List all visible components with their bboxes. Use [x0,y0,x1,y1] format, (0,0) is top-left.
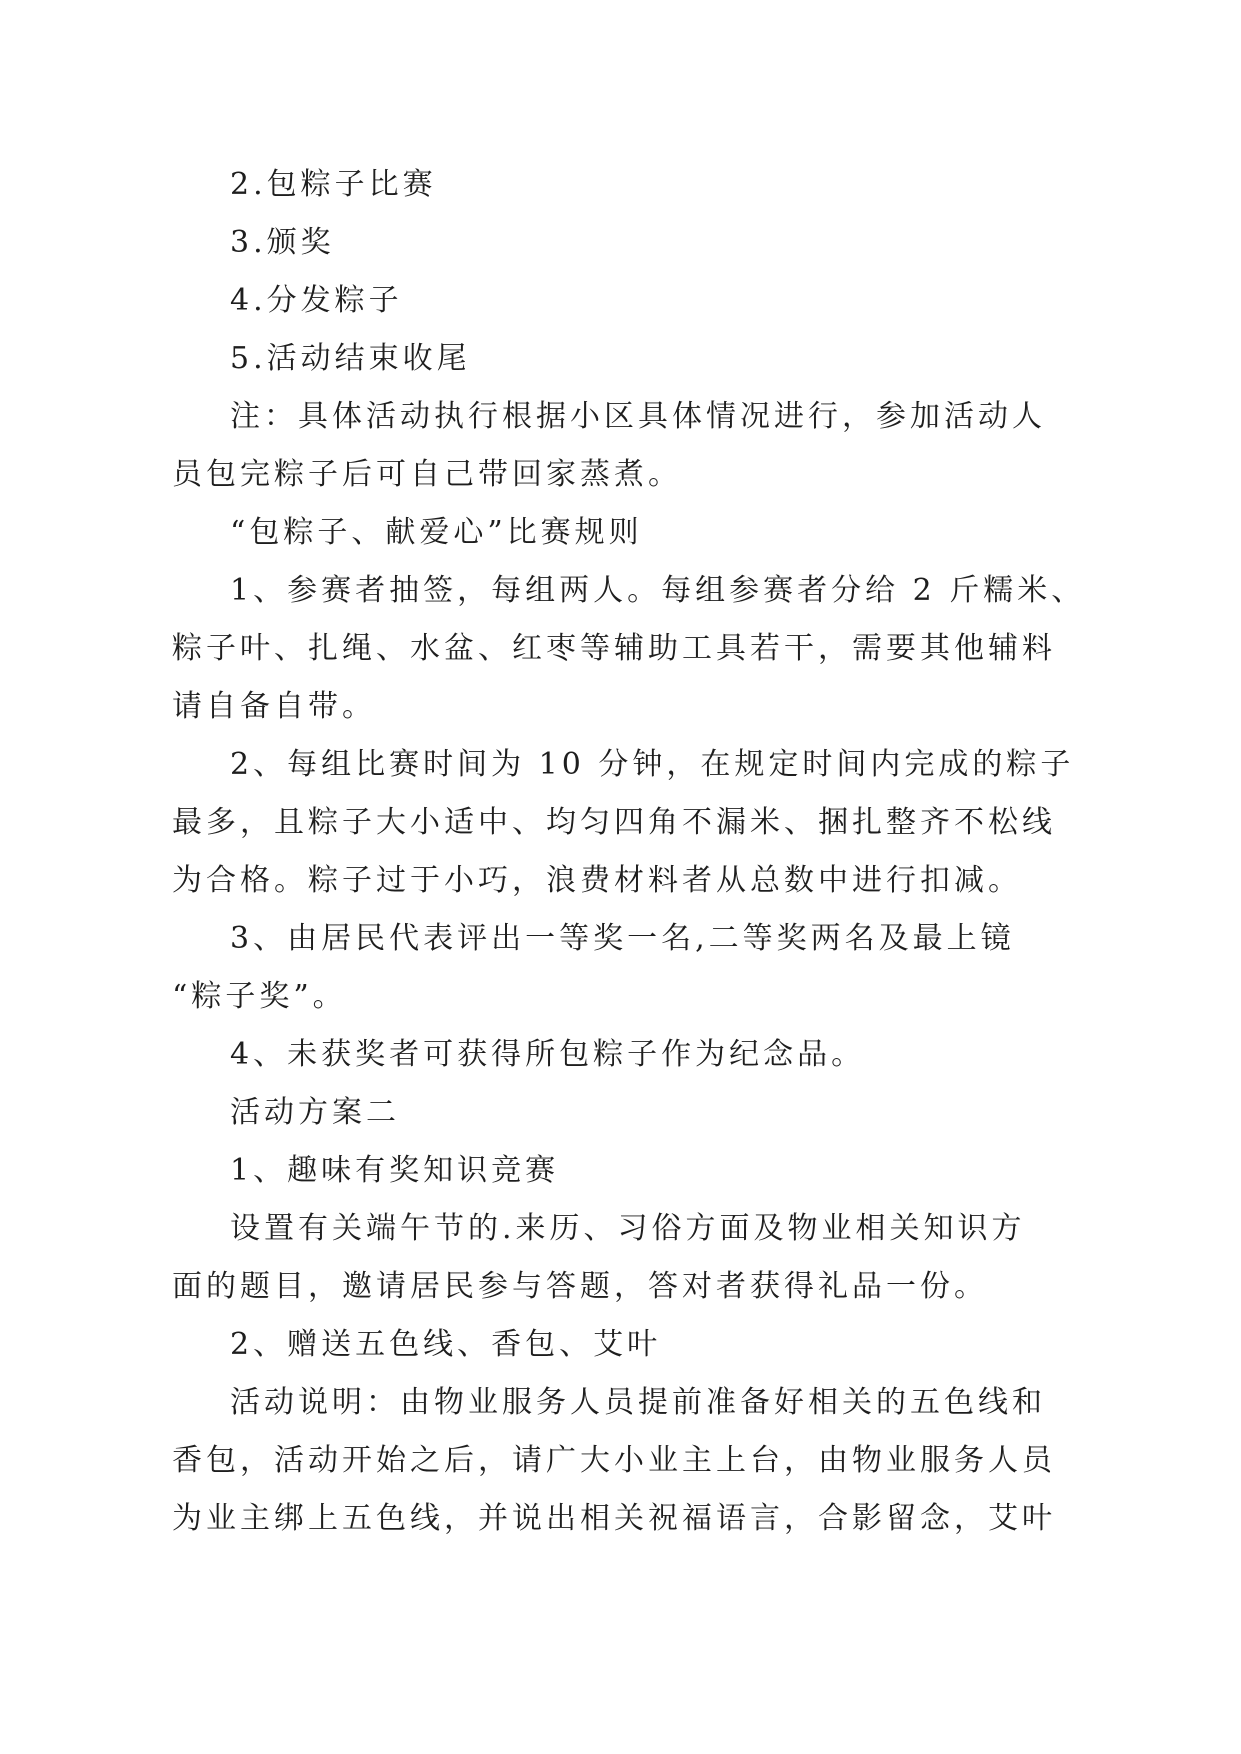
rule-2-line: 2、每组比赛时间为 10 分钟，在规定时间内完成的粽子 [230,747,1075,782]
activity-description-line: 活动说明：由物业服务人员提前准备好相关的五色线和 [230,1385,1046,1420]
rule-4-line: 4、未获奖者可获得所包粽子作为纪念品。 [230,1037,866,1072]
document-body [0,156,1241,1548]
quiz-description-line: 面的题目，邀请居民参与答题，答对者获得礼品一份。 [172,1269,988,1304]
rule-2-line: 最多，且粽子大小适中、均匀四角不漏米、捆扎整齐不松线 [172,805,1056,840]
list-item-wrap-zongzi-contest: 2.包粽子比赛 [230,167,437,202]
plan-item-quiz-heading: 1、趣味有奖知识竞赛 [230,1153,560,1188]
quiz-description-line: 设置有关端午节的.来历、习俗方面及物业相关知识方 [230,1211,1026,1246]
list-item-distribute-zongzi: 4.分发粽子 [230,283,403,318]
section-heading-plan-two: 活动方案二 [230,1095,400,1130]
note-line: 员包完粽子后可自己带回家蒸煮。 [172,457,682,492]
rule-3-line: “粽子奖”。 [172,979,347,1014]
activity-description-line: 香包，活动开始之后，请广大小业主上台，由物业服务人员 [172,1443,1056,1478]
note-line: 注：具体活动执行根据小区具体情况进行，参加活动人 [230,399,1046,434]
rule-1-line: 粽子叶、扎绳、水盆、红枣等辅助工具若干，需要其他辅料 [172,631,1056,666]
list-item-activity-end: 5.活动结束收尾 [230,341,471,376]
rule-2-line: 为合格。粽子过于小巧，浪费材料者从总数中进行扣减。 [172,863,1022,898]
list-item-award: 3.颁奖 [230,225,335,260]
rule-1-line: 请自备自带。 [172,689,376,724]
plan-item-gifts-heading: 2、赠送五色线、香包、艾叶 [230,1327,662,1362]
activity-description-line: 为业主绑上五色线，并说出相关祝福语言，合影留念，艾叶 [172,1501,1056,1536]
rule-1-line: 1、参赛者抽签，每组两人。每组参赛者分给 2 斤糯米、 [230,573,1086,608]
rule-3-line: 3、由居民代表评出一等奖一名,二等奖两名及最上镜 [230,921,1015,956]
section-heading-contest-rules: “包粽子、献爱心”比赛规则 [230,515,643,550]
